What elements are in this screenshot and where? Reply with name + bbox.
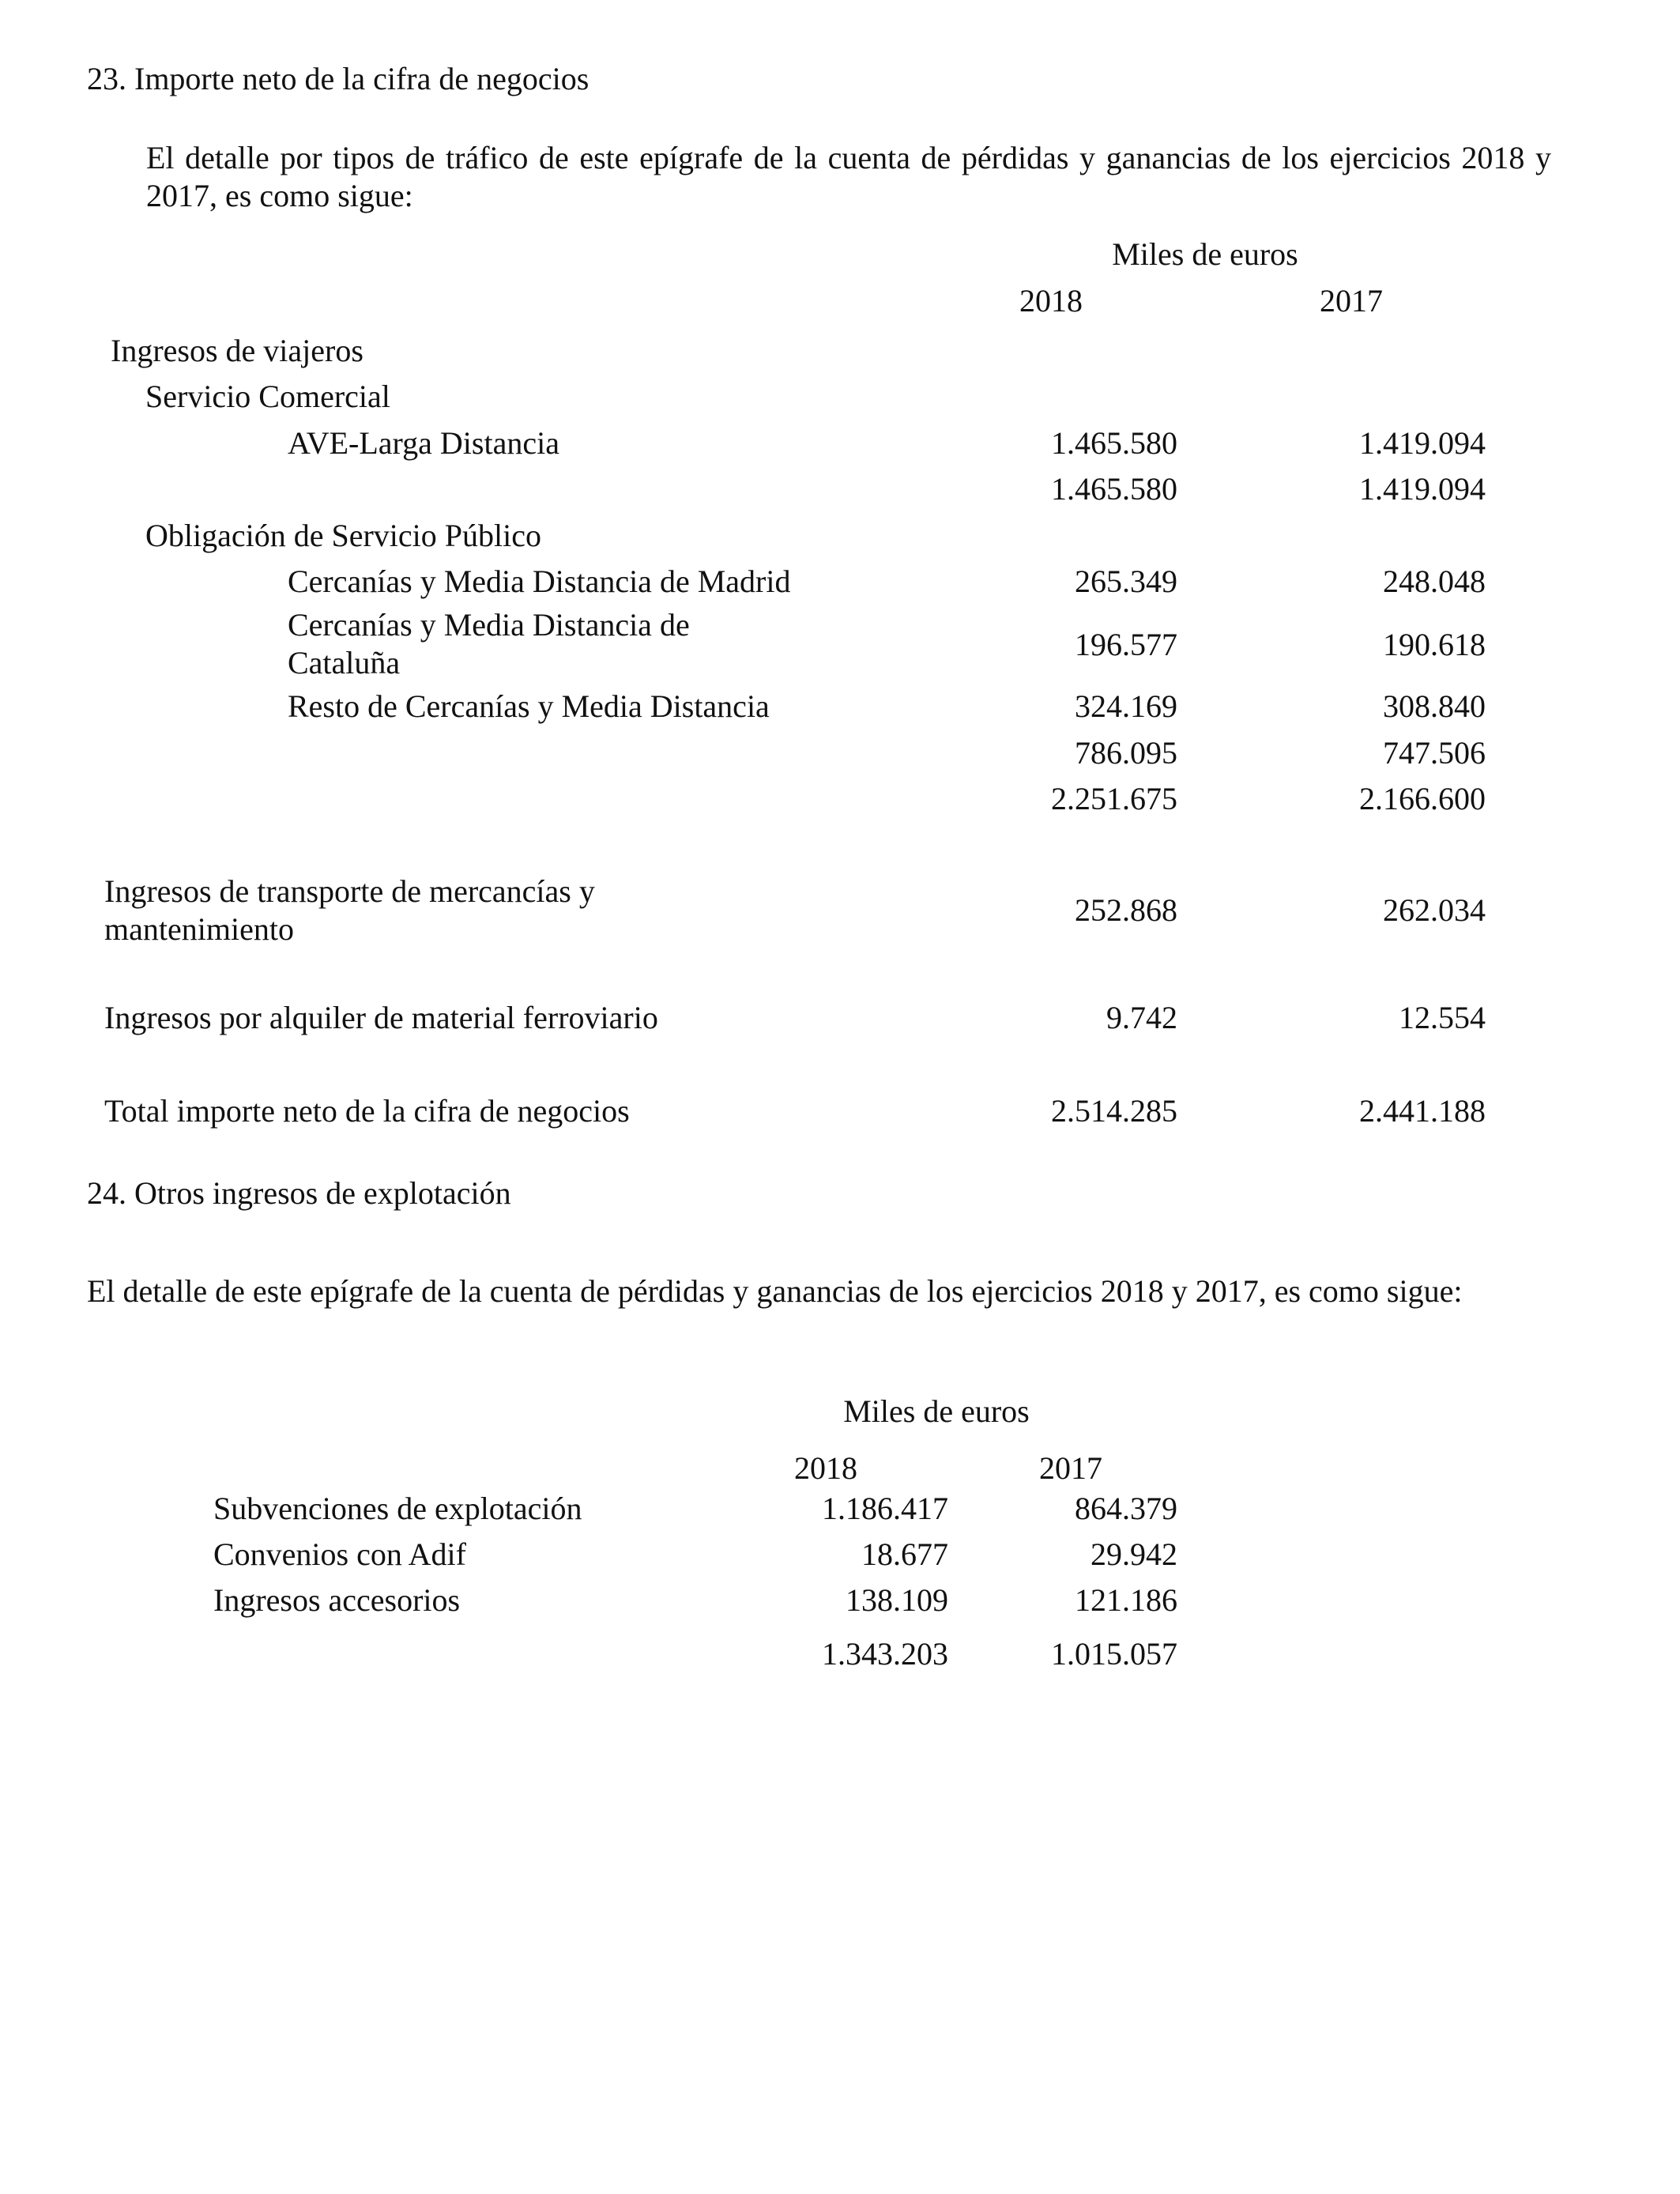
row-label-ave: AVE-Larga Distancia — [288, 425, 559, 461]
row-label-madrid: Cercanías y Media Distancia de Madrid — [288, 564, 791, 599]
row-value-accesorios-2018: 138.109 — [846, 1582, 948, 1618]
row-label-accesorios: Ingresos accesorios — [213, 1582, 461, 1618]
total-viajeros-2018: 2.251.675 — [1051, 781, 1177, 816]
row-label-convenios: Convenios con Adif — [213, 1536, 466, 1572]
row-label-cataluna: Cercanías y Media Distancia de Cataluña — [288, 607, 690, 680]
column-header-2018: 2018 — [1019, 283, 1083, 319]
total-s24-2018: 1.343.203 — [822, 1636, 948, 1672]
row-value-convenios-2018: 18.677 — [861, 1536, 948, 1572]
units-label-24: Miles de euros — [843, 1393, 1030, 1429]
row-label-mercancias: Ingresos de transporte de mercancías y mantenimiento — [104, 873, 595, 947]
subtotal-osp-2018: 786.095 — [1075, 735, 1177, 771]
row-label-alquiler: Ingresos por alquiler de material ferroviario — [104, 1000, 658, 1035]
row-value-cataluna-2018: 196.577 — [1075, 627, 1177, 662]
row-value-cataluna-2017: 190.618 — [1383, 627, 1486, 662]
column-header-2018-s24: 2018 — [794, 1450, 857, 1486]
subtotal-comercial-2018: 1.465.580 — [1051, 471, 1177, 507]
row-value-ave-2017: 1.419.094 — [1359, 425, 1486, 461]
subgroup-title-osp: Obligación de Servicio Público — [145, 518, 542, 553]
row-value-mercancias-2018: 252.868 — [1075, 892, 1177, 928]
total-viajeros-2017: 2.166.600 — [1359, 781, 1486, 816]
row-value-total-2018: 2.514.285 — [1051, 1093, 1177, 1129]
row-value-total-2017: 2.441.188 — [1359, 1093, 1486, 1129]
row-value-alquiler-2017: 12.554 — [1399, 1000, 1486, 1035]
row-value-madrid-2017: 248.048 — [1383, 564, 1486, 599]
subtotal-comercial-2017: 1.419.094 — [1359, 471, 1486, 507]
group-title-viajeros: Ingresos de viajeros — [111, 333, 363, 368]
row-value-mercancias-2017: 262.034 — [1383, 892, 1486, 928]
row-value-resto-2017: 308.840 — [1383, 688, 1486, 724]
row-value-ave-2018: 1.465.580 — [1051, 425, 1177, 461]
units-label-23: Miles de euros — [1112, 236, 1298, 272]
row-value-convenios-2017: 29.942 — [1090, 1536, 1177, 1572]
row-value-subvenciones-2017: 864.379 — [1075, 1491, 1177, 1526]
row-value-resto-2018: 324.169 — [1075, 688, 1177, 724]
subtotal-osp-2017: 747.506 — [1383, 735, 1486, 771]
section-23-heading: 23. Importe neto de la cifra de negocios — [87, 61, 590, 96]
row-value-madrid-2018: 265.349 — [1075, 564, 1177, 599]
total-s24-2017: 1.015.057 — [1051, 1636, 1177, 1672]
section-24-intro: El detalle de este epígrafe de la cuenta de pérdidas y ganancias de los ejercicios 2018 y 2017, es como sigue: — [87, 1273, 1463, 1309]
column-header-2017-s24: 2017 — [1039, 1450, 1102, 1486]
row-value-subvenciones-2018: 1.186.417 — [822, 1491, 948, 1526]
row-value-alquiler-2018: 9.742 — [1106, 1000, 1177, 1035]
section-24-heading: 24. Otros ingresos de explotación — [87, 1175, 511, 1211]
row-value-accesorios-2017: 121.186 — [1075, 1582, 1177, 1618]
section-23-intro: El detalle por tipos de tráfico de este epígrafe de la cuenta de pérdidas y ganancias de los ejercicios 2018 y 2017, es como sigue: — [146, 140, 1551, 213]
row-label-resto: Resto de Cercanías y Media Distancia — [288, 688, 770, 724]
subgroup-title-comercial: Servicio Comercial — [145, 379, 390, 414]
column-header-2017: 2017 — [1320, 283, 1383, 319]
row-label-subvenciones: Subvenciones de explotación — [213, 1491, 582, 1526]
row-label-total: Total importe neto de la cifra de negocios — [104, 1093, 630, 1129]
